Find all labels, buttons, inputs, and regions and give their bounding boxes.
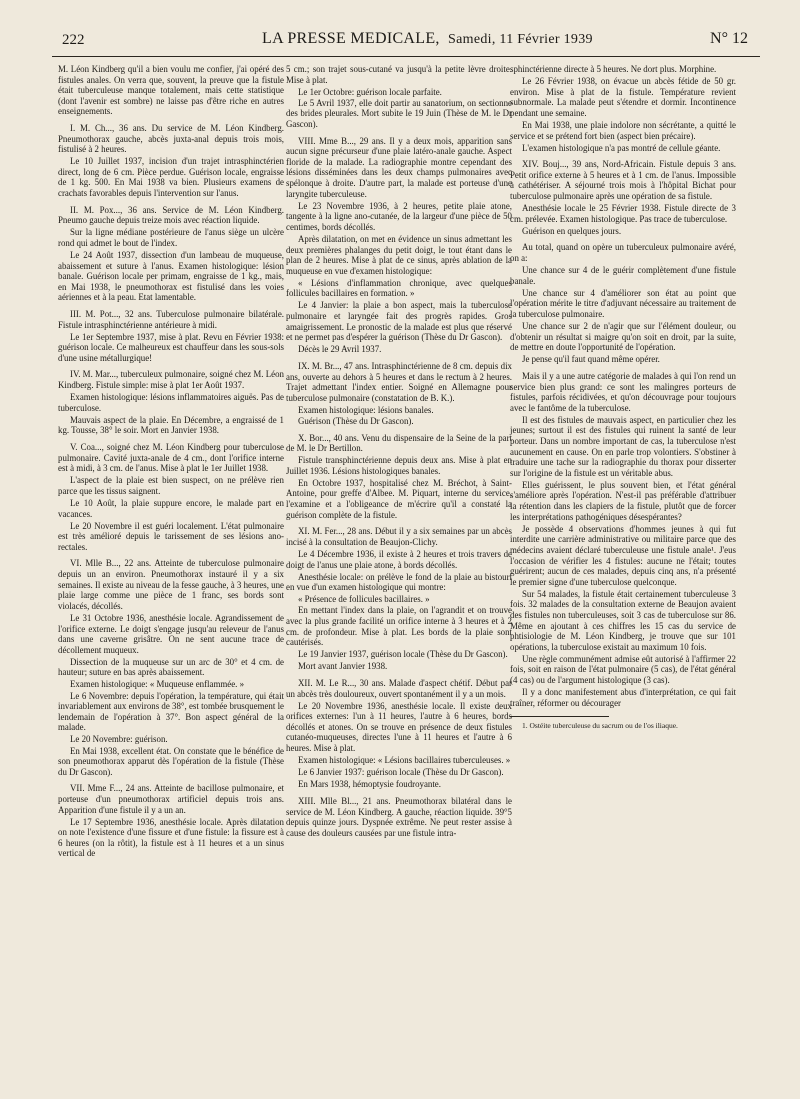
paragraph: Il est des fistules de mauvais aspect, en particulier chez les jeunes; surtout il est des fistules qui ruinent la santé de leur porteur. Dans un nombre important de cas, la tuberculose n'est aucunement en cause. On en parle trop volontiers. S'obstiner à traduire une tache sur la radiographie du thorax pour disserter sur l'origine de la fistule est un véritable abus.	[510, 414, 736, 478]
paragraph: I. M. Ch..., 36 ans. Du service de M. Léon Kindberg. Pneumothorax gauche, abcès juxta-anal depuis trois mois, fistulisé à 2 heures.	[58, 122, 284, 155]
issue-number: N° 12	[710, 30, 748, 47]
text-column-3	[510, 64, 736, 730]
journal-title	[262, 30, 593, 48]
paragraph: VII. Mme F..., 24 ans. Atteinte de bacillose pulmonaire, et porteuse d'un pneumothorax artificiel depuis trois ans. Apparition d'une fistule il y a un an.	[58, 783, 284, 815]
paragraph: En mettant l'index dans la plaie, on l'agrandit et on trouve avec la plus grande facilité un orifice interne à 3 heures et à 2 cm. de profondeur. Mise à plat. Les bords de la plaie sont cautérisés.	[286, 605, 512, 648]
paragraph: 5 cm.; son trajet sous-cutané va jusqu'à la petite lèvre droite. Mise à plat.	[286, 64, 512, 85]
paragraph: Guérison en quelques jours.	[522, 225, 622, 236]
paragraph: sphinctérienne directe à 5 heures. Ne dort plus. Morphine.	[510, 64, 717, 74]
paragraph: Sur 54 malades, la fistule était certainement tuberculeuse 3 fois. 32 malades de la consultation externe de Beaujon avaient des fistules non tuberculeuses, soit 3 cas de tuberculose sur 86. Même en ajoutant à ces chiffres les 15 cas du service de phtisiologie de M. Léon Kindberg, je trouve que sur 101 opérations, la tuberculose existait au maximum 10 fois.	[510, 588, 736, 652]
paragraph: Mais il y a une autre catégorie de malades à qui l'on rend un service bien plus grand: ce sont les malingres porteurs de fistules, parfois récidivées, et qu'on découvrage pour toujours avec le fantôme de la tuberculose.	[510, 370, 736, 413]
paragraph: XIII. Mlle Bl..., 21 ans. Pneumothorax bilatéral dans le service de M. Léon Kindberg. A gauche, réaction liquide. 39°5 depuis quinze jours. Dyspnée extrême. Ne peut rester assise à cause des douleurs causées par une fistule intra-	[286, 795, 512, 838]
page-header	[52, 30, 760, 54]
paragraph: En Mars 1938, hémoptysie foudroyante.	[298, 779, 441, 790]
paragraph: III. M. Pot..., 32 ans. Tuberculose pulmonaire bilatérale. Fistule intrasphinctérienne antérieure à midi.	[58, 308, 284, 330]
paragraph: Le 4 Décembre 1936, il existe à 2 heures et trois travers de doigt de l'anus une plaie atone, à bords décollés.	[286, 548, 512, 570]
paragraph: Mauvais aspect de la plaie. En Décembre, a engraissé de 1 kg. Tousse, 38° le soir. Mort en Janvier 1938.	[58, 414, 284, 436]
paragraph: Je pense qu'il faut quand même opérer.	[522, 354, 660, 365]
paragraph: V. Coa..., soigné chez M. Léon Kindberg pour tuberculose pulmonaire. Cavité juxta-anale de 4 cm., dont l'orifice interne est à midi, à 3 cm. de l'anus. Mise à plat le 1er Juillet 1938.	[58, 442, 284, 474]
paragraph: Après dilatation, on met en évidence un sinus admettant les deux premières phalanges du petit doigt, le tout étant dans le plan de 2 heures. Mise à plat de ce sinus, après ablation de la muqueuse en vue d'examen histologique:	[286, 233, 512, 276]
paragraph: IX. M. Br..., 47 ans. Intrasphinctérienne de 8 cm. depuis dix ans, ouverte au dehors à 5 heures et dans le rectum à 2 heures. Trajet admettant l'index entier. Soigné en Allemagne pour tuberculose pulmonaire (constatation de B. K.).	[286, 360, 512, 403]
paragraph: Au total, quand on opère un tuberculeux pulmonaire avéré, on a:	[510, 242, 736, 263]
paragraph: Guérison (Thèse du Dr Gascon).	[298, 415, 414, 426]
paragraph: Examen histologique: « Lésions bacillaires tuberculeuses. »	[298, 755, 511, 766]
paragraph: En Mai 1938, excellent état. On constate que le bénéfice de son pneumothorax apparut dès l'opération de la fistule (Thèse du Dr Gascon).	[58, 745, 284, 777]
paragraph: Anesthésie locale: on prélève le fond de la plaie au bistouri en vue d'un examen histologique qui montre:	[286, 571, 512, 593]
paragraph: Le 17 Septembre 1936, anesthésie locale. Après dilatation on note l'existence d'une fissure et d'une fistule: la fissure est à 6 heures (on la rôtit), la fistule est à 11 heures et a un sinus vertical de	[58, 816, 284, 859]
paragraph: Il y a donc manifestement abus d'interprétation, ce qui fait traîner, réformer ou décourager	[510, 687, 736, 708]
paragraph: Anesthésie locale le 25 Février 1938. Fistule directe de 3 cm. prélevée. Examen histologique. Pas trace de tuberculose.	[510, 203, 736, 224]
text-column-2	[286, 64, 512, 840]
paragraph: VIII. Mme B..., 29 ans. Il y a deux mois, apparition sans aucun signe précurseur d'une plaie latéro-anale gauche. Aspect floride de la malade. La radiographie montre cependant des lésions disséminées dans les deux champs pulmonaires avec spélonque à droite. D'autre part, la malade est porteuse d'une laryngite tuberculeuse.	[286, 135, 512, 199]
paragraph: Je possède 4 observations d'hommes jeunes à qui fut interdite une carrière administrative ou militaire parce que des médecins avaient déclaré tuberculeuse une fistule anale¹. J'eus l'occasion de vérifier les 4 fistules: aucune ne l'était; toutes guérirent; aucun de ces malades, depuis cinq ans, n'a présenté le premier signe d'une tuberculose quelconque.	[510, 523, 736, 587]
paragraph: L'aspect de la plaie est bien suspect, on ne prélève rien parce que les tissus saignent.	[58, 475, 284, 496]
paragraph: Le 26 Février 1938, on évacue un abcès fétide de 50 gr. environ. Mise à plat de la fistule. Température revient subnormale. La malade peut s'étendre et dormir. Incontinence pendant une semaine.	[510, 76, 736, 118]
paragraph: Le 6 Janvier 1937: guérison locale (Thèse du Dr Gascon).	[298, 767, 504, 778]
paragraph: Le 24 Août 1937, dissection d'un lambeau de muqueuse, abaissement et suture à l'anus. Examen histologique: lésion banale. Guérison locale per primam, engraisse de 1 kg., mais, en Mai 1938, le pneumothorax est fistulisé dans les voies aériennes et à la peau. Etat lamentable.	[58, 250, 284, 303]
paragraph: Le 1er Septembre 1937, mise à plat. Revu en Février 1938: guérison locale. Ce malheureux est chauffeur dans les sous-sols d'une usine métallurgique!	[58, 331, 284, 363]
paragraph: Mort avant Janvier 1938.	[298, 661, 388, 672]
paragraph: Le 19 Janvier 1937, guérison locale (Thèse du Dr Gascon).	[298, 649, 508, 660]
paragraph: En Mai 1938, une plaie indolore non sécrétante, a quitté le service et se prétend fort bien (aspect bien précaire).	[510, 119, 736, 141]
paragraph: II. M. Pox..., 36 ans. Service de M. Léon Kindberg. Pneumo gauche depuis treize mois avec réaction liquide.	[58, 204, 284, 226]
paragraph: Le 10 Juillet 1937, incision d'un trajet intrasphinctérien direct, long de 6 cm. Pièce perdue. Guérison locale, engraisse de 1 kg. 500. En Mai 1938 va bien. Plusieurs examens de crachats favorables depuis l'intervention sur l'anus.	[58, 156, 284, 199]
paragraph: Fistule transphinctérienne depuis deux ans. Mise à plat en Juillet 1936. Lésions histologiques banales.	[286, 455, 512, 476]
paragraph: IV. M. Mar..., tuberculeux pulmonaire, soigné chez M. Léon Kindberg. Fistule simple: mise à plat 1er Août 1937.	[58, 369, 284, 391]
paragraph: Examen histologique: « Muqueuse enflammée. »	[70, 679, 245, 690]
issue-date: Samedi, 11 Février 1939	[448, 32, 593, 47]
paragraph: « Présence de follicules bacillaires. »	[298, 594, 430, 605]
paragraph: Dissection de la muqueuse sur un arc de 30° et 4 cm. de hauteur; suture en bas après abaissement.	[58, 656, 284, 678]
paragraph: VI. Mlle B..., 22 ans. Atteinte de tuberculose pulmonaire depuis un an environ. Pneumothorax instauré il y a six semaines. Il existe au niveau de la fesse gauche, à 3 heures, une plaie large comme une pièce de 1 franc, ses bords sont violacés, décollés.	[58, 558, 284, 611]
journal-name: LA PRESSE MEDICALE,	[262, 30, 440, 47]
paragraph: Le 6 Novembre: depuis l'opération, la température, qui était invariablement aux environs de 38°, est tombée brusquement le lendemain de l'opération à 37°. Bon aspect général de la malade.	[58, 690, 284, 733]
paragraph: Le 4 Janvier: la plaie a bon aspect, mais la tuberculose pulmonaire et laryngée fait des progrès rapides. Gros amaigrissement. Le pronostic de la malade est plus que réservé et ne permet pas d'espérer la guérison (Thèse du Dr Gascon).	[286, 300, 512, 343]
paragraph: Une chance sur 2 de n'agir que sur l'élément douleur, ou d'obtenir un résultat si maigre qu'on soit en droit, par la suite, de mettre en doute l'opportunité de l'opération.	[510, 321, 736, 353]
paragraph: « Lésions d'inflammation chronique, avec quelques follicules bacillaires en formation. »	[286, 277, 512, 299]
paragraph: Examen histologique: lésions banales.	[298, 404, 434, 415]
page-number: 222	[62, 32, 85, 48]
paragraph: Le 31 Octobre 1936, anesthésie locale. Agrandissement de l'orifice externe. Le doigt s'engage jusqu'au releveur de l'anus dans une caverne grisâtre. On ne sent aucune trace de décollement muqueux.	[58, 612, 284, 655]
paragraph: Le 20 Novembre 1936, anesthésie locale. Il existe deux orifices externes: l'un à 11 heures, l'autre à 6 heures, bords décollés et atones. On se trouve en présence de deux fistules cutanéo-muqueuses, directes l'une à 11 heures et l'autre à 6 heures. Mise à plat.	[286, 700, 512, 754]
paragraph: XIV. Bouj..., 39 ans, Nord-Africain. Fistule depuis 3 ans. Petit orifice externe à 5 heures et à 1 cm. de l'anus. Impossible à cathétériser. A séjourné trois mois à l'hôpital Bichat pour tuberculose pulmonaire après une opération de sa fistule.	[510, 159, 736, 202]
paragraph: Le 10 Août, la plaie suppure encore, le malade part en vacances.	[58, 497, 284, 519]
paragraph: XI. M. Fer..., 28 ans. Début il y a six semaines par un abcès incisé à la consultation de Beaujon-Clichy.	[286, 526, 512, 547]
text-column-3-body	[510, 64, 736, 708]
text-column-1	[58, 64, 284, 860]
paragraph: XII. M. Le R..., 30 ans. Malade d'aspect chétif. Début par un abcès très douloureux, ouvert spontanément il y a un mois.	[286, 677, 512, 699]
paragraph: Le 20 Novembre: guérison.	[70, 734, 168, 745]
paragraph: Examen histologique: lésions inflammatoires aiguës. Pas de tuberculose.	[58, 392, 284, 413]
paragraph: Le 5 Avril 1937, elle doit partir au sanatorium, on sectionne des brides pleurales. Mort subite le 19 Juin (Thèse de M. le Dr Gascon).	[286, 97, 512, 129]
footnote-rule	[510, 716, 609, 717]
paragraph: Une chance sur 4 de le guérir complètement d'une fistule banale.	[510, 265, 736, 286]
paragraph: En Octobre 1937, hospitalisé chez M. Bréchot, à Saint-Antoine, pour greffe d'Albee. M. Piquart, interne du service, l'examine et a l'obligeance de m'écrire qu'il a constaté la guérison complète de la fistule.	[286, 477, 512, 520]
footnote: 1. Ostéite tuberculeuse du sacrum ou de l'os iliaque.	[522, 721, 678, 731]
paragraph: Une règle communément admise eût autorisé à l'affirmer 22 fois, soit en raison de l'état pulmonaire (5 cas), de l'état général (4 cas) ou de l'argument histologique (3 cas).	[510, 653, 736, 686]
paragraph: Sur la ligne médiane postérieure de l'anus siège un ulcère rond qui admet le bout de l'index.	[58, 227, 284, 248]
header-rule	[52, 56, 760, 57]
paragraph: Le 1er Octobre: guérison locale parfaite.	[298, 86, 442, 97]
paragraph: Le 23 Novembre 1936, à 2 heures, petite plaie atone, tangente à la ligne ano-cutanée, de la largeur d'une pièce de 50 centimes, bords décollés.	[286, 200, 512, 232]
paragraph: Elles guérissent, le plus souvent bien, et l'état général s'améliore après l'opération. N'est-il pas préférable d'attribuer la rétention dans les clapiers de la fistule, plutôt que de forcer les interprétations pathogéniques désespérantes?	[510, 479, 736, 522]
paragraph: Le 20 Novembre il est guéri localement. L'état pulmonaire est très amélioré depuis le tarissement de ses lésions ano-rectales.	[58, 520, 284, 552]
paragraph: L'examen histologique n'a pas montré de cellule géante.	[522, 142, 721, 153]
paragraph: Une chance sur 4 d'améliorer son état au point que l'opération mérite le titre d'adjuvant nécessaire au traitement de la tuberculose pulmonaire.	[510, 287, 736, 319]
paragraph: X. Bor..., 40 ans. Venu du dispensaire de la Seine de la part de M. le Dr Bertillon.	[286, 432, 512, 454]
paragraph: M. Léon Kindberg qu'il a bien voulu me confier, j'ai opéré des fistules anales. On verra que, souvent, la preuve que la fistule était tuberculeuse manque totalement, mais cette statistique (dont l'avenir est sombre) ne laisse pas d'être riche en autres enseignements.	[58, 64, 284, 117]
paragraph: Décès le 29 Avril 1937.	[298, 344, 382, 355]
